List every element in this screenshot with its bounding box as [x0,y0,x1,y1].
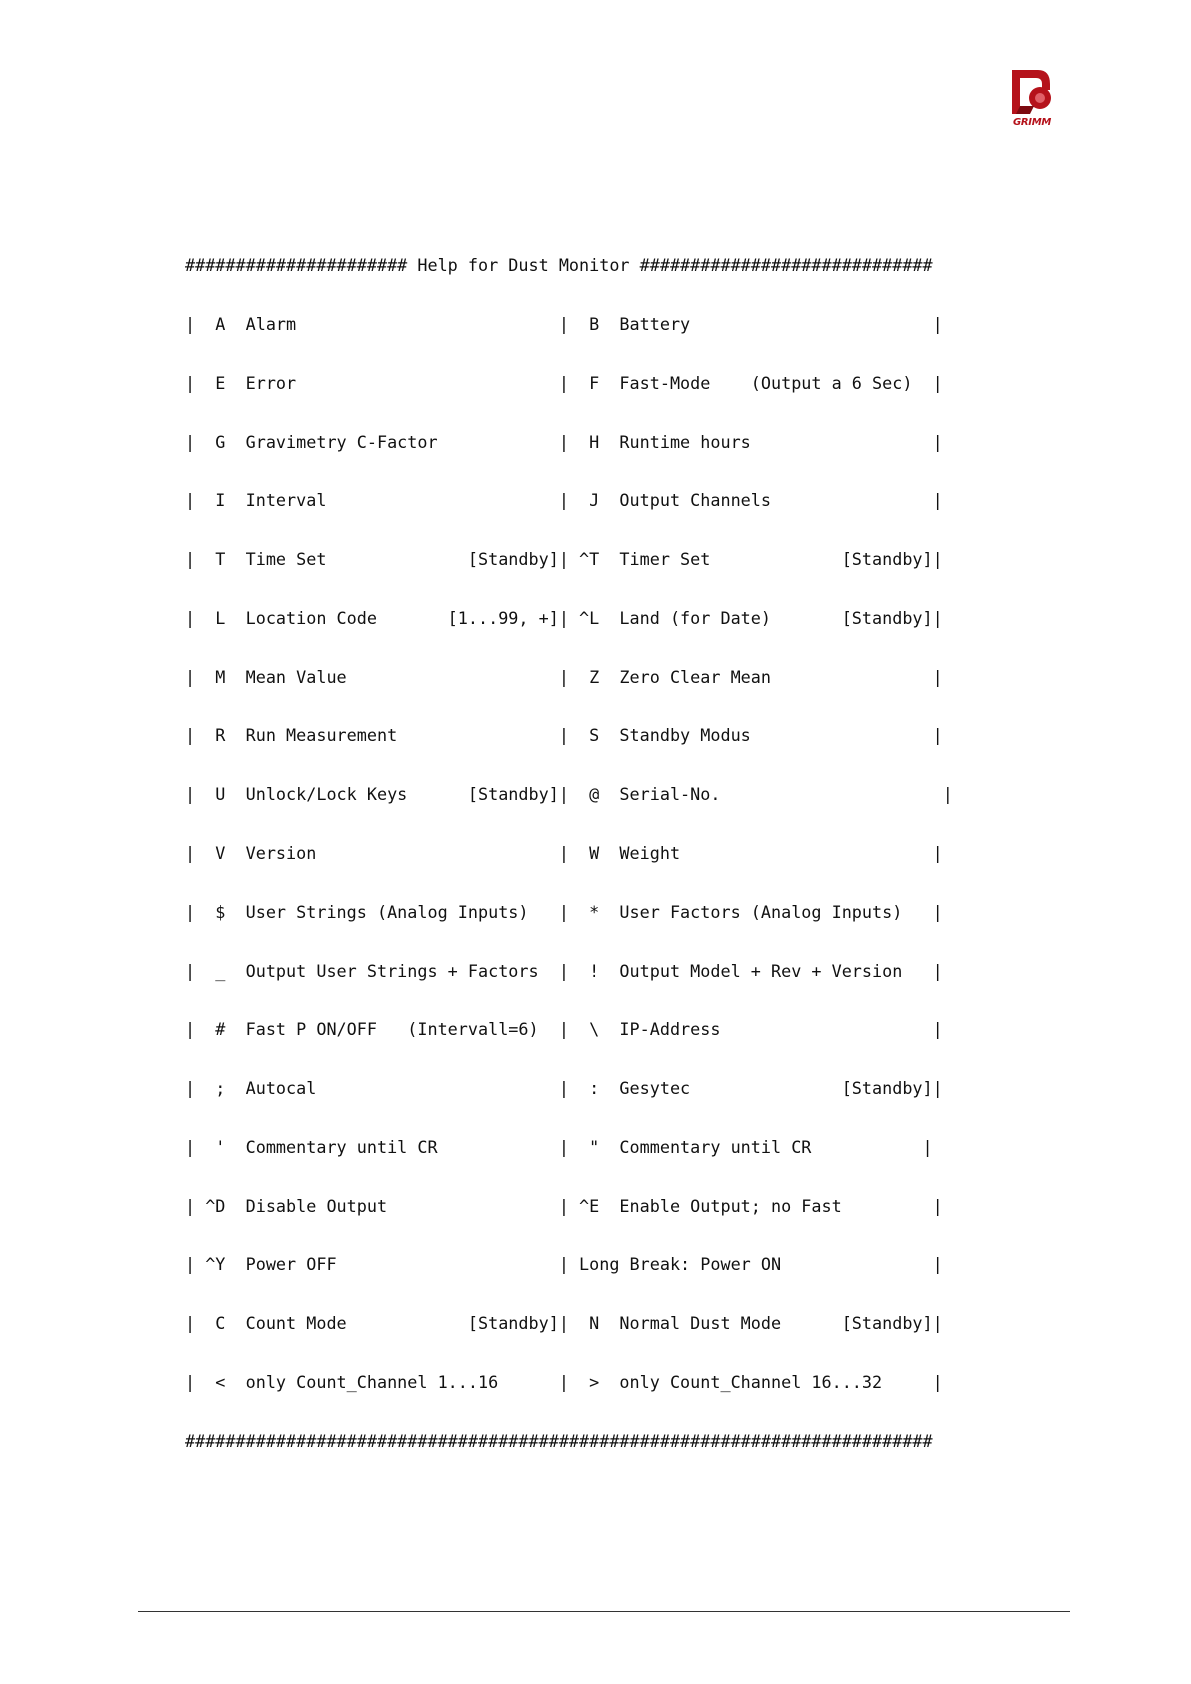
terminal-line-output-strings-model: | _ Output User Strings + Factors | ! Output Model + Rev + Version | [185,960,943,981]
terminal-line-version-weight: | V Version | W Weight | [185,843,943,863]
terminal-line-userstrings-userfactors: | $ User Strings (Analog Inputs) | * User Factors (Analog Inputs) | [185,901,943,922]
terminal-line-alarm-battery: | A Alarm | B Battery | [185,313,943,334]
grimm-logo [1008,68,1056,130]
terminal-line-disable-enable-output: | ^D Disable Output | ^E Enable Output; no Fast | [185,1195,943,1216]
terminal-line-interval-channels: | I Interval | J Output Channels | [185,490,943,511]
terminal-line-autocal-gesytec: | ; Autocal | : Gesytec [Standby]| [185,1078,943,1099]
help-terminal-output [185,217,1055,1471]
terminal-line-unlock-serial: | U Unlock/Lock Keys [Standby]| @ Serial-No. | [185,784,953,805]
terminal-line-mean-zero: | M Mean Value | Z Zero Clear Mean | [185,666,943,687]
terminal-footer-line: ########################################################################## [185,1430,933,1451]
terminal-line-count-normal-mode: | C Count Mode [Standby]| N Normal Dust Mode [Standby]| [185,1313,943,1334]
terminal-line-count-channels: | < only Count_Channel 1...16 | > only Count_Channel 16...32 | [185,1372,943,1393]
terminal-line-commentary: | ' Commentary until CR | " Commentary until CR | [185,1136,933,1157]
terminal-line-fastp-ipaddress: | # Fast P ON/OFF (Intervall=6) | \ IP-Address | [185,1019,943,1040]
grimm-logo-mark [1008,68,1056,116]
terminal-header-line: ###################### Help for Dust Monitor ############################# [185,255,933,276]
terminal-line-error-fastmode: | E Error | F Fast-Mode (Output a 6 Sec) | [185,372,943,393]
terminal-line-location-land: | L Location Code [1...99, +]| ^L Land (for Date) [Standby]| [185,607,943,628]
terminal-line-power: | ^Y Power OFF | Long Break: Power ON | [185,1254,943,1275]
terminal-line-gravimetry-runtime: | G Gravimetry C-Factor | H Runtime hours | [185,431,943,452]
footer-divider [138,1611,1070,1612]
grimm-logo-text: GRIMM [1012,117,1052,128]
terminal-line-run-standby: | R Run Measurement | S Standby Modus | [185,725,943,746]
terminal-line-timeset-timerset: | T Time Set [Standby]| ^T Timer Set [Standby]| [185,549,943,570]
